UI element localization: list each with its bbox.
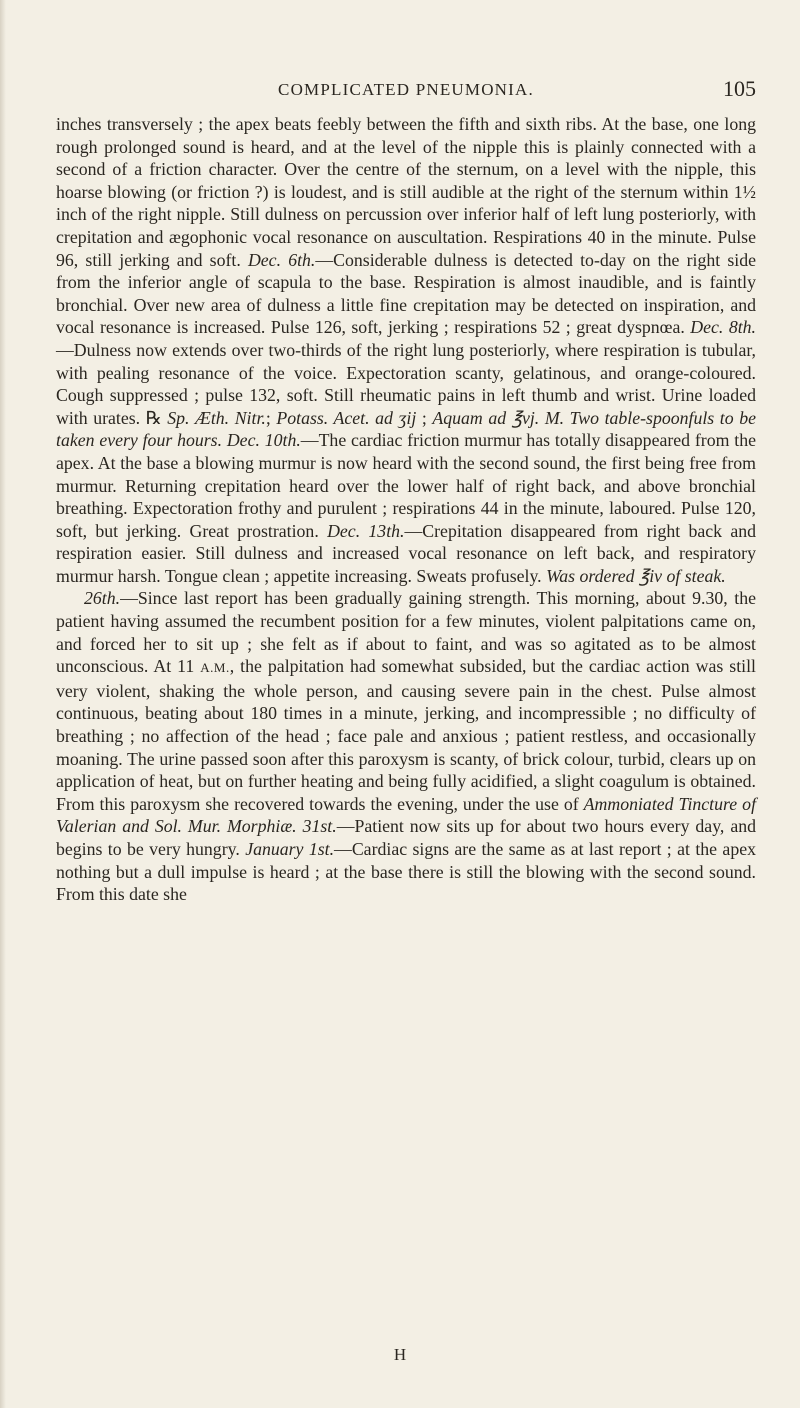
- date-heading: 10th.: [264, 430, 301, 451]
- body-text: [56, 113, 756, 906]
- date-heading: 26th.: [84, 588, 121, 609]
- signature-mark: H: [393, 1345, 407, 1364]
- diet-order: Was ordered ℥iv of steak.: [546, 565, 726, 586]
- date-heading: January 1st.: [245, 839, 335, 859]
- time-am: A.M.: [200, 660, 230, 676]
- date-heading: Dec. 13th.: [327, 520, 405, 541]
- date-heading: Dec. 8th.: [690, 317, 756, 338]
- prescription-text: Aquam ad ℥vj. M. Two table-spoonfuls to be taken every four hours. Dec.: [56, 407, 757, 451]
- paragraph-later-notes: 26th.—Since last report has been gradually gaining strength. This morning, about 9.30, the patient having assumed the recumbent position for a few minutes, violent palpitations came on, and forced her to sit up ; she felt as if about to faint, and was so agitated as to be almost unconscious. At 11 A.M., the palpitation had somewhat subsided, but the cardiac action was still very violent, shaking the whole person, and causing severe pain in the chest. Pulse almost continuous, beating about 180 times in a minute, jerking, and incompressible ; no difficulty of breathing ; no affection of the head ; face pale and anxious ; patient restless, and occasionally moaning. The urine passed soon after this paroxysm is scanty, of brick colour, turbid, clears up on application of heat, but on further heating and being fully acidified, a slight coagulum is obtained. From this paroxysm she recovered towards the evening, under the use of Ammoniated Tincture of Valerian and Sol. Mur. Morphiæ. 31st.—Patient now sits up for about two hours every day, and begins to be very hungry. January 1st.—Cardiac signs are the same as at last report ; at the apex nothing but a dull impulse is heard ; at the base there is still the blowing with the second sound. From this date she: [56, 588, 757, 905]
- medication-name: Ammoniated Tincture of Valerian and Sol. Mur. Morphiæ.: [56, 793, 757, 837]
- prescription-text: Potass. Acet. ad ʒij: [276, 407, 417, 428]
- prescription-text: Sp. Æth. Nitr.: [167, 407, 266, 428]
- date-heading: 31st.: [302, 816, 337, 837]
- page-gutter-shadow: [0, 0, 6, 1408]
- running-title: COMPLICATED PNEUMONIA.: [278, 80, 534, 99]
- paragraph-case-notes: inches transversely ; the apex beats feebly between the fifth and sixth ribs. At the base, one long rough prolonged sound is heard, and at the level of the nipple this is plainly connected with a second of a friction character. Over the centre of the sternum, on a level with the nipple, this hoarse blowing (or friction ?) is loudest, and is still audible at the right of the sternum within 1½ inch of the right nipple. Still dulness on percussion over inferior half of left lung posteriorly, with crepitation and ægophonic vocal resonance on auscultation. Respirations 40 in the minute. Pulse 96, still jerking and soft. Dec. 6th.—Considerable dulness is detected to-day on the right side from the inferior angle of scapula to the base. Respiration is almost inaudible, and is faintly bronchial. Over new area of dulness a little fine crepitation may be detected on inspiration, and vocal resonance is increased. Pulse 126, soft, jerking ; respirations 52 ; great dyspnœa. Dec. 8th.—Dulness now extends over two-thirds of the right lung posteriorly, where respiration is tubular, with pealing resonance of the voice. Expectoration scanty, gelatinous, and orange-coloured. Cough suppressed ; pulse 132, soft. Still rheumatic pains in left thumb and wrist. Urine loaded with urates. ℞ Sp. Æth. Nitr.; Potass. Acet. ad ʒij ; Aquam ad ℥vj. M. Two table-spoonfuls to be taken every four hours. Dec. 10th.—The cardiac friction murmur has totally disappeared from the apex. At the base a blowing murmur is now heard with the second sound, the first being free from murmur. Returning crepitation heard over the lower half of right back, and above bronchial breathing. Expectoration frothy and purulent ; respirations 44 in the minute, laboured. Pulse 120, soft, but jerking. Great prostration. Dec. 13th.—Crepitation disappeared from right back and respiration easier. Still dulness and increased vocal resonance on left back, and respiratory murmur harsh. Tongue clean ; appetite increasing. Sweats profusely. Was ordered ℥iv of steak.: [56, 114, 757, 586]
- date-heading: Dec. 6th.: [247, 249, 316, 270]
- page-number: 105: [723, 76, 756, 101]
- page-header: [56, 76, 756, 106]
